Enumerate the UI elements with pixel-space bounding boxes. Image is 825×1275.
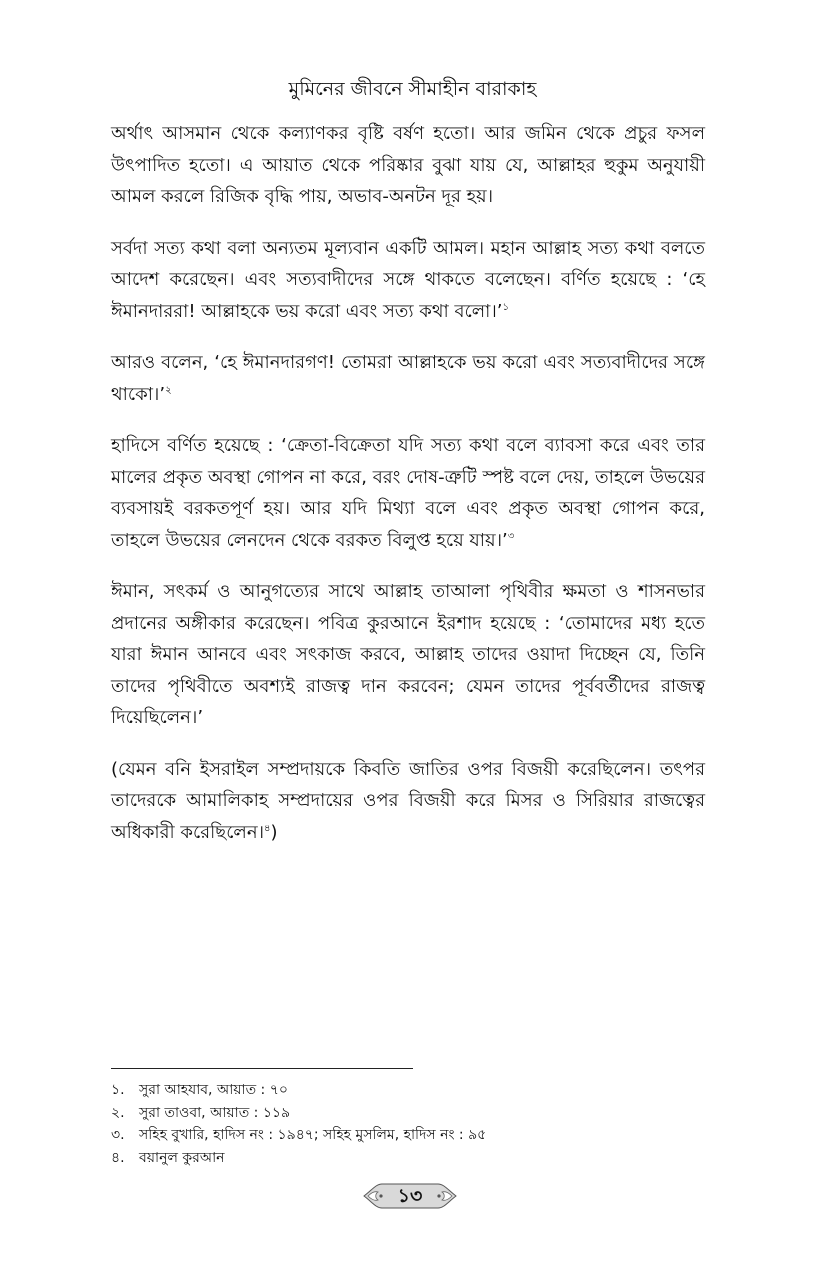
footnote-item: [111, 1124, 711, 1147]
footnote-number: ৪.: [111, 1149, 125, 1166]
paragraph-1: [111, 118, 705, 213]
footnote-number: ১.: [111, 1082, 125, 1098]
paragraph-4: [111, 430, 705, 556]
footnote-ref: ৪: [264, 822, 271, 834]
paragraph-text: অর্থাৎ আসমান থেকে কল্যাণকর বৃষ্টি বর্ষণ হতো। আর জমিন থেকে প্রচুর ফসল উৎপাদিত হতো। এ আয়াত থেকে পরিষ্কার বুঝা যায় যে, আল্লাহর হুকুম অনুযায়ী আমল করলে রিজিক বৃদ্ধি পায়, অভাব-অনটন দূর হয়।: [111, 123, 705, 207]
footnote-ref: ১: [502, 301, 510, 313]
footnote-text: বয়ানুল কুরআন: [139, 1149, 225, 1166]
paragraph-text: (যেমন বনি ইসরাইল সম্প্রদায়কে কিবতি জাতির ওপর বিজয়ী করেছিলেন। তৎপর তাদেরকে আমালিকাহ সম্প্রদায়ের ওপর বিজয়ী করে মিসর ও সিরিয়ার রাজত্বের অধিকারী করেছিলেন।: [111, 758, 705, 843]
page-number-box: [360, 1180, 460, 1212]
running-header: মুমিনের জীবনে সীমাহীন বারাকাহ: [288, 78, 537, 100]
footnote-text: সুরা তাওবা, আয়াত : ১১৯: [139, 1104, 291, 1121]
footnote-number: ২.: [111, 1104, 125, 1121]
footnote-item: [111, 1079, 711, 1102]
paragraph-2: [111, 233, 705, 328]
paragraph-3: [111, 347, 705, 410]
page-number: ১৩: [397, 1185, 423, 1207]
footnote-item: [111, 1102, 711, 1125]
paragraph-text: আরও বলেন, ‘হে ঈমানদারগণ! তোমরা আল্লাহকে ভয় করো এবং সত্যবাদীদের সঙ্গে থাকো।’: [111, 352, 705, 405]
paragraph-text: হাদিসে বর্ণিত হয়েছে : ‘ক্রেতা-বিক্রেতা যদি সত্য কথা বলে ব্যাবসা করে এবং তার মালের প্রকৃত অবস্থা গোপন না করে, বরং দোষ-ত্রুটি স্পষ্ট বলে দেয়, তাহলে উভয়ের ব্যবসায়ই বরকতপূর্ণ হয়। আর যদি মিথ্যা বলে এবং প্রকৃত অবস্থা গোপন করে, তাহলে উভয়ের লেনদেন থেকে বরকত বিলুপ্ত হয়ে যায়।’: [111, 435, 705, 551]
paragraph-tail: ): [270, 821, 278, 843]
footnotes: [111, 1079, 711, 1169]
footnote-divider: [111, 1068, 413, 1069]
paragraph-6: [111, 754, 705, 849]
footnote-text: সহিহ বুখারি, হাদিস নং : ১৯৪৭; সহিহ মুসলিম, হাদিস নং : ৯৫: [139, 1127, 487, 1143]
paragraph-text: সর্বদা সত্য কথা বলা অন্যতম মূল্যবান একটি আমল। মহান আল্লাহ সত্য কথা বলতে আদেশ করেছেন। এবং সত্যবাদীদের সঙ্গে থাকতে বলেছেন। বর্ণিত হয়েছে : ‘হে ঈমানদাররা! আল্লাহকে ভয় করো এবং সত্য কথা বলো।’: [111, 237, 705, 322]
main-text: [111, 118, 705, 868]
footnote-ref: ২: [165, 384, 172, 396]
footnote-text: সুরা আহযাব, আয়াত : ৭০: [139, 1082, 288, 1098]
paragraph-text: ঈমান, সৎকর্ম ও আনুগত্যের সাথে আল্লাহ তাআলা পৃথিবীর ক্ষমতা ও শাসনভার প্রদানের অঙ্গীকার করেছেন। পবিত্র কুরআনে ইরশাদ হয়েছে : ‘তোমাদের মধ্য হতে যারা ঈমান আনবে এবং সৎকাজ করবে, আল্লাহ তাদের ওয়াদা দিচ্ছেন যে, তিনি তাদের পৃথিবীতে অবশ্যই রাজত্ব দান করবেন; যেমন তাদের পূর্ববর্তীদের রাজত্ব দিয়েছিলেন।’: [111, 581, 705, 728]
footnote-number: ৩.: [111, 1127, 125, 1143]
footnote-item: [111, 1147, 711, 1170]
paragraph-5: [111, 576, 705, 734]
footnote-ref: ৩: [507, 530, 515, 542]
